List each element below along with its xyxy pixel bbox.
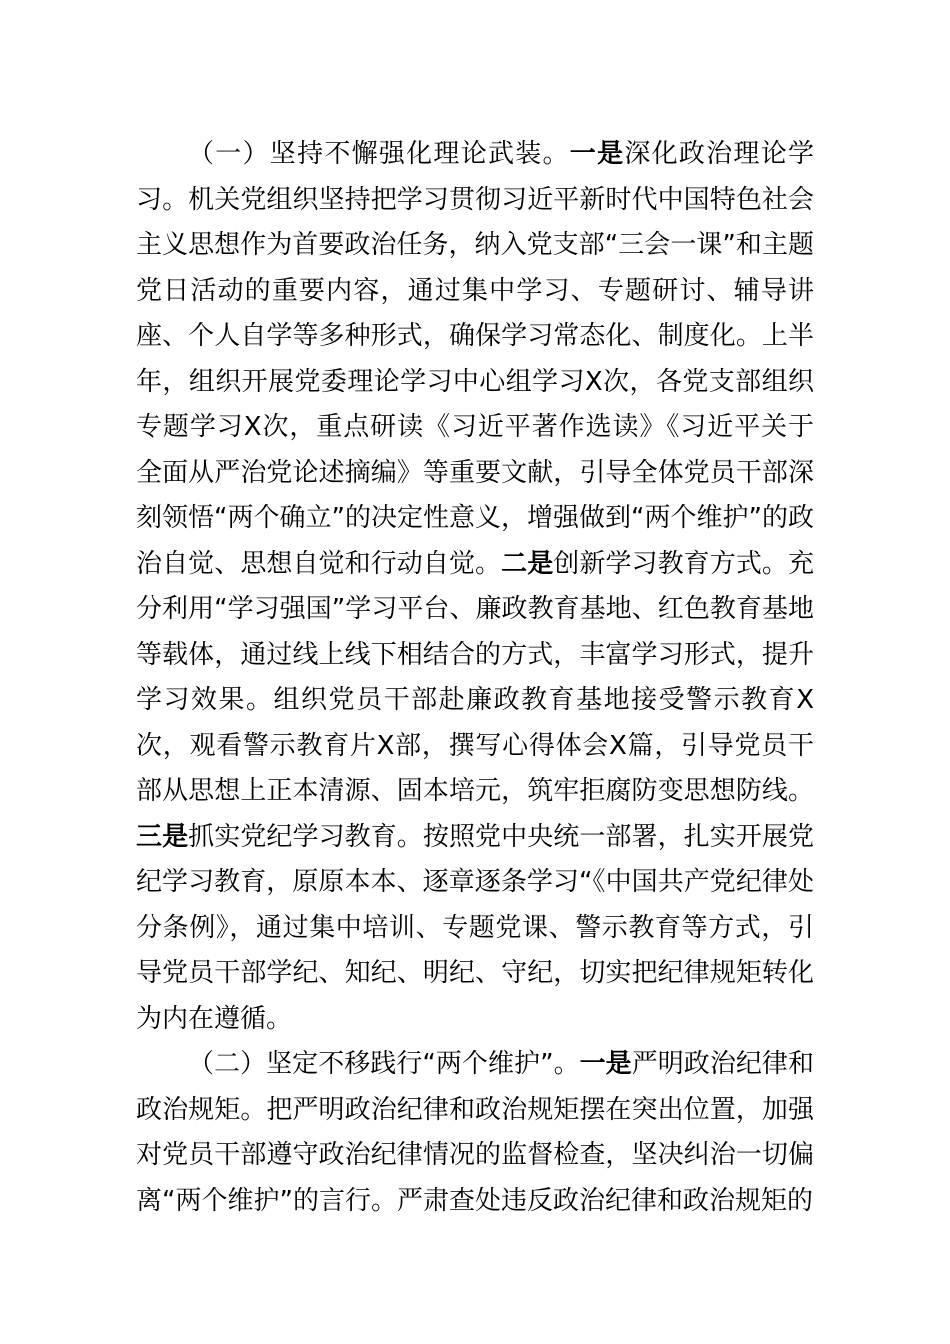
paragraph-2 xyxy=(136,1042,814,1224)
paragraph-1-text-3: 抓实党纪学习教育。按照党中央统一部署，扎实开展党纪学习教育，原原本本、逐章逐条学习“《中国共产党纪律处分条例》，通过集中培训、专题党课、警示教育等方式，引导党员干部学纪、知纪、明纪、守纪，切实把纪律规矩转化为内在遵循。 xyxy=(136,821,814,1034)
paragraph-1-lead: （一）坚持不懈强化理论武装。 xyxy=(188,139,570,169)
paragraph-2-text-1: 严明政治纪律和政治规矩。把严明政治纪律和政治规矩摆在突出位置，加强对党员干部遵守政治纪律情况的监督检查，坚决纠治一切偏离“两个维护”的言行。严肃查处违反政治纪律和政治规矩的 xyxy=(136,1049,814,1216)
paragraph-1 xyxy=(136,132,814,1042)
paragraph-1-text-1: 深化政治理论学习。机关党组织坚持把学习贯彻习近平新时代中国特色社会主义思想作为首要政治任务，纳入党支部“三会一课”和主题党日活动的重要内容，通过集中学习、专题研讨、辅导讲座、个人自学等多种形式，确保学习常态化、制度化。上半年，组织开展党委理论学习中心组学习X次，各党支部组织专题学习X次，重点研读《习近平著作选读》《习近平关于全面从严治党论述摘编》等重要文献，引导全体党员干部深刻领悟“两个确立”的决定性意义，增强做到“两个维护”的政治自觉、思想自觉和行动自觉。 xyxy=(136,139,814,579)
paragraph-2-marker-1: 一是 xyxy=(579,1049,632,1079)
paragraph-2-lead: （二）坚定不移践行“两个维护”。 xyxy=(188,1049,580,1079)
paragraph-1-text-2: 创新学习教育方式。充分利用“学习强国”学习平台、廉政教育基地、红色教育基地等载体，通过线上线下相结合的方式，丰富学习形式，提升学习效果。组织党员干部赴廉政教育基地接受警示教育X次，观看警示教育片X部，撰写心得体会X篇，引导党员干部从思想上正本清源、固本培元，筑牢拒腐防变思想防线。 xyxy=(136,548,814,806)
document-body xyxy=(136,132,814,1224)
paragraph-1-marker-1: 一是 xyxy=(569,139,625,169)
paragraph-1-marker-2: 二是 xyxy=(501,548,554,579)
paragraph-1-marker-3: 三是 xyxy=(136,821,189,852)
